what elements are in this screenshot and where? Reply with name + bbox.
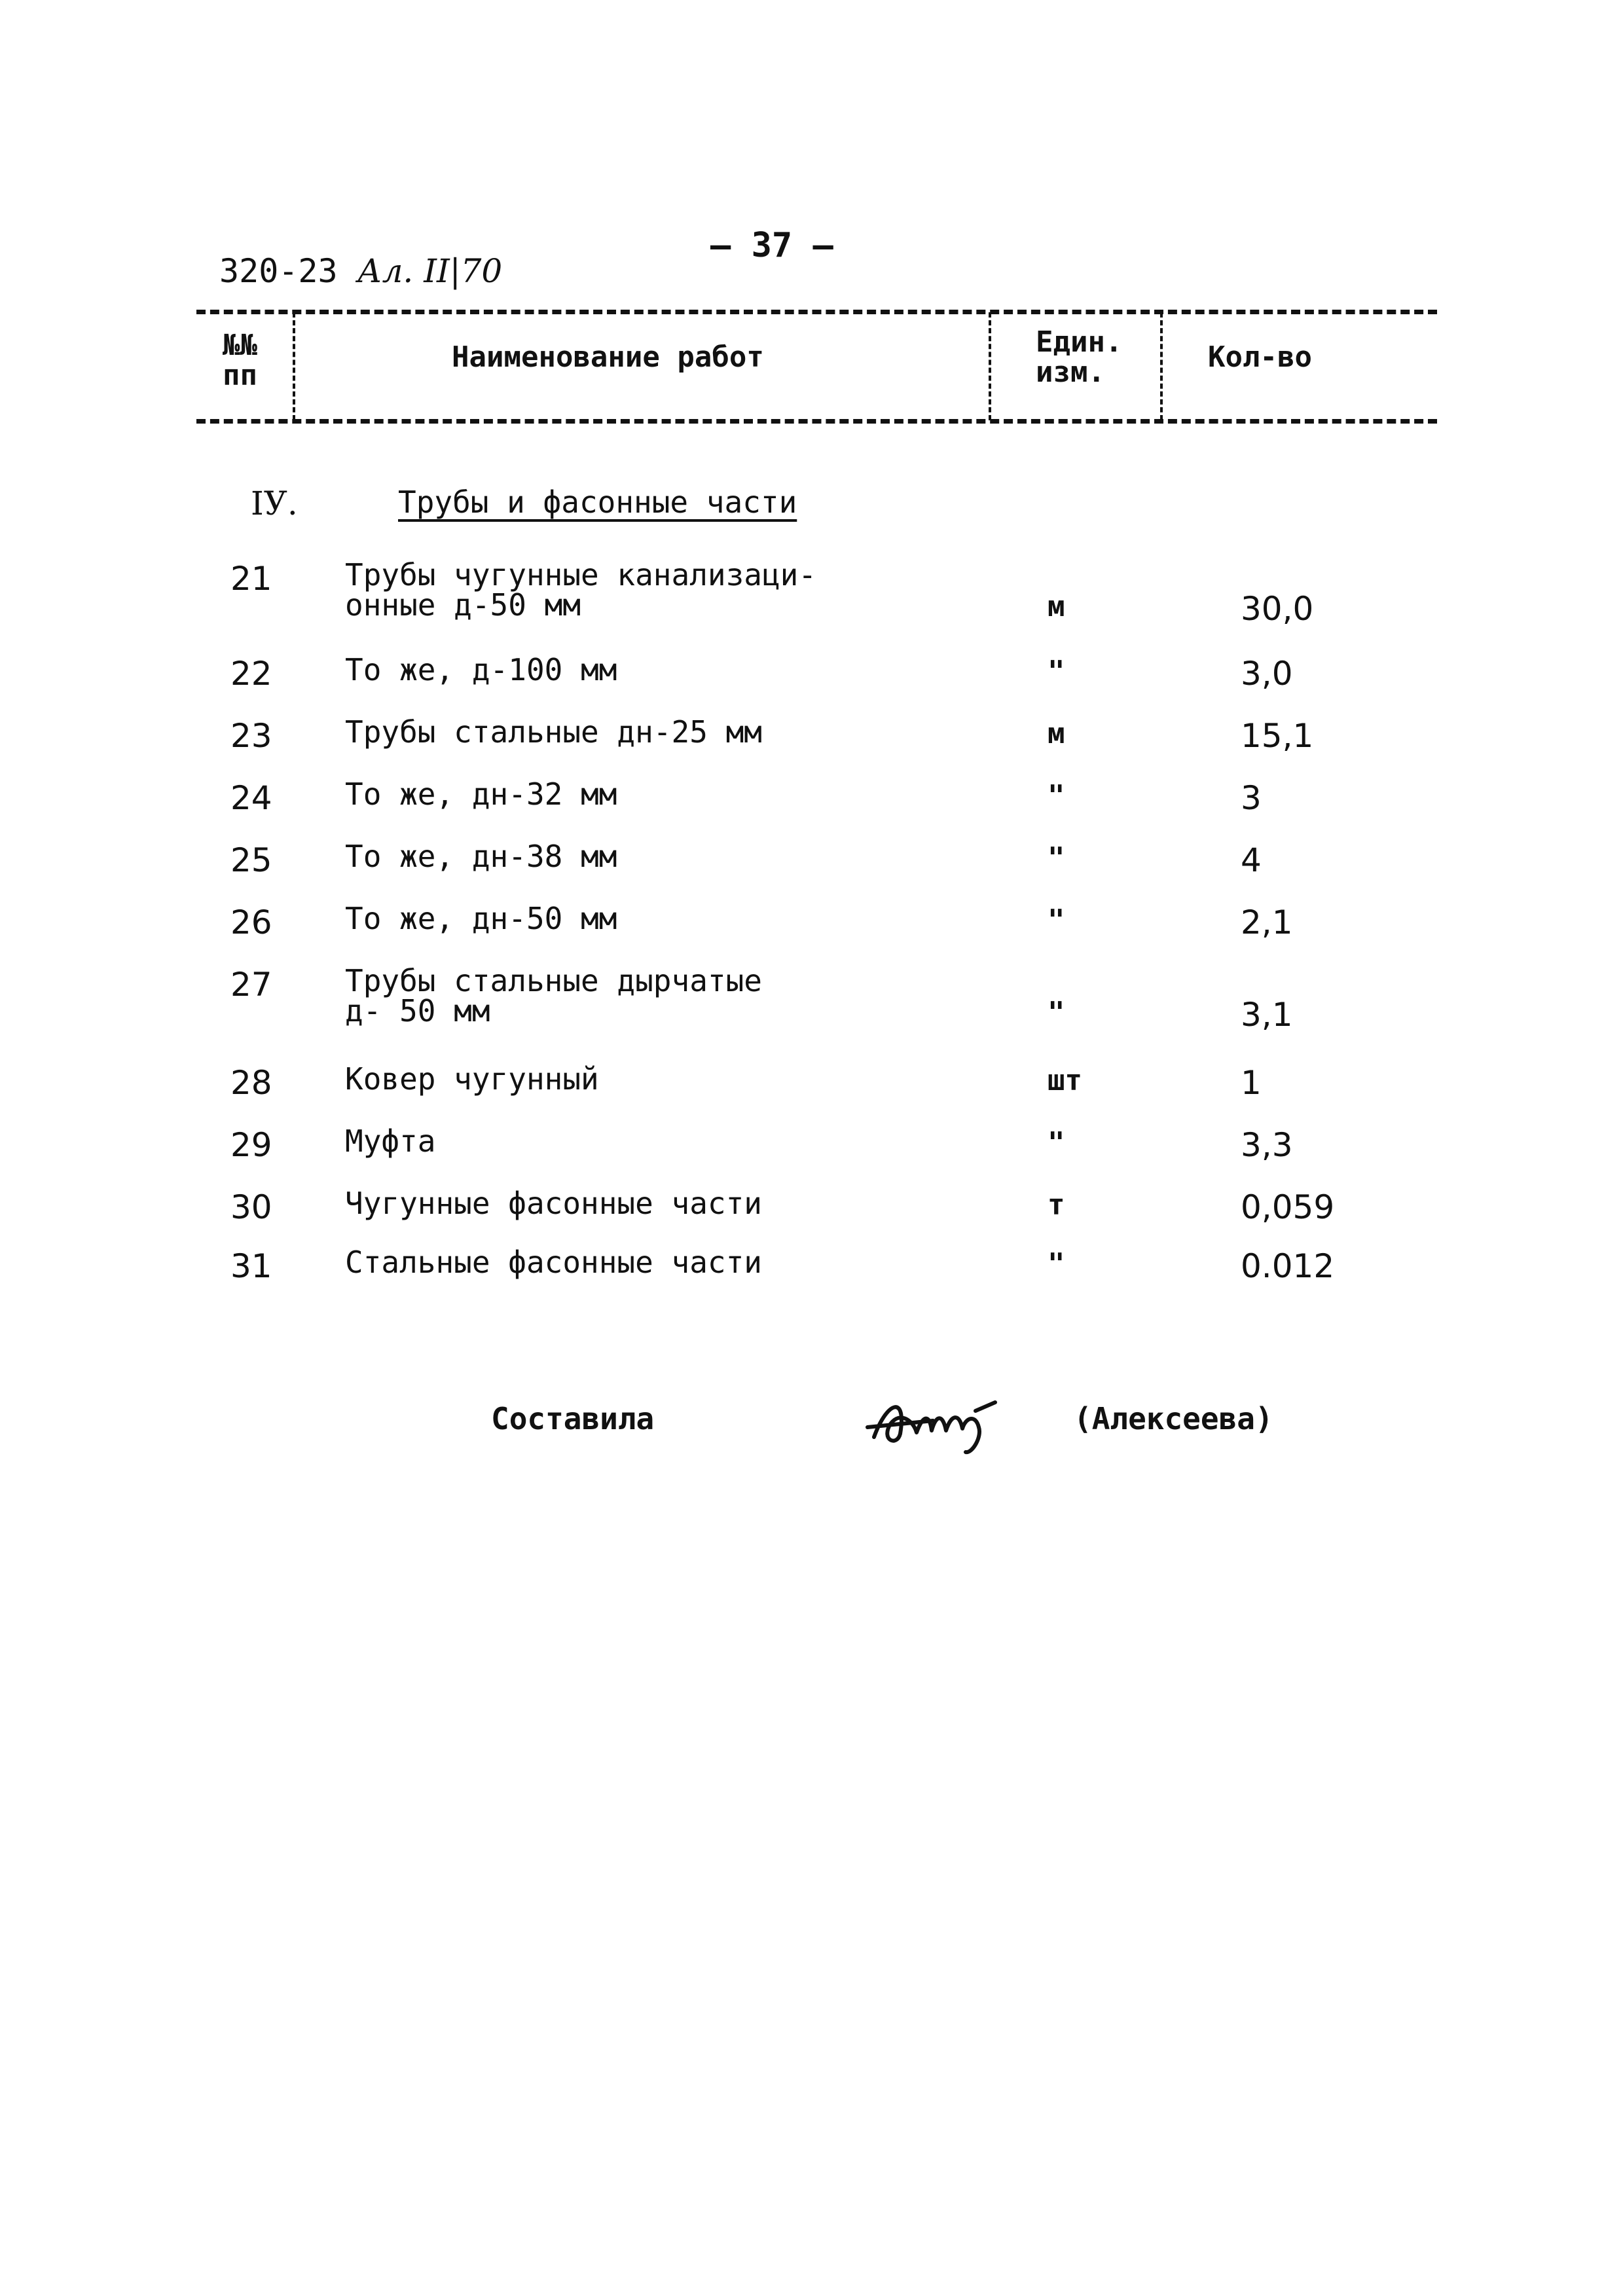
row-work-name: Чугунные фасонные части: [345, 1186, 762, 1221]
row-work-name: То же, дн-38 мм: [345, 839, 617, 874]
column-header-quantity: Кол-во: [1208, 340, 1312, 374]
row-unit: шт: [1048, 1064, 1082, 1097]
signer-name: (Алексеева): [1074, 1401, 1273, 1436]
column-header-name: Наименование работ: [452, 340, 764, 374]
row-unit: ": [1048, 1126, 1065, 1159]
row-work-name: То же, д-100 мм: [345, 652, 617, 687]
row-number: 22: [230, 655, 272, 693]
row-unit: ": [1048, 841, 1065, 875]
row-work-name: То же, дн-50 мм: [345, 901, 617, 936]
compiled-by-label: Составила: [491, 1401, 655, 1436]
row-unit: ": [1048, 996, 1065, 1029]
row-work-name: Муфта: [345, 1123, 436, 1159]
page-number: – 37 –: [710, 226, 833, 265]
row-number: 24: [230, 779, 272, 817]
row-work-name: То же, дн-32 мм: [345, 776, 617, 812]
row-number: 28: [230, 1064, 272, 1102]
row-work-name: Трубы стальные дн-25 мм: [345, 714, 762, 750]
section-title: Трубы и фасонные части: [398, 484, 797, 520]
row-quantity: 3,0: [1241, 655, 1293, 693]
row-work-name: Стальные фасонные части: [345, 1245, 762, 1280]
row-unit: ": [1048, 903, 1065, 937]
row-quantity: 1: [1241, 1064, 1262, 1102]
row-unit: т: [1048, 1188, 1065, 1222]
row-quantity: 15,1: [1241, 717, 1314, 755]
row-unit: м: [1048, 717, 1065, 750]
row-quantity: 3: [1241, 779, 1262, 817]
row-work-name: Ковер чугунный: [345, 1061, 599, 1097]
column-header-number: №№ пп: [223, 329, 257, 392]
row-quantity: 3,1: [1241, 996, 1293, 1034]
row-number: 30: [230, 1188, 272, 1226]
row-unit: ": [1048, 655, 1065, 688]
row-number: 27: [230, 966, 272, 1004]
row-quantity: 30,0: [1241, 590, 1314, 628]
row-number: 25: [230, 841, 272, 879]
row-number: 31: [230, 1247, 272, 1285]
row-quantity: 2,1: [1241, 903, 1293, 941]
row-number: 21: [230, 560, 272, 598]
sheet-reference: Ал. II|70: [357, 252, 503, 290]
handwritten-signature: [861, 1375, 1057, 1460]
row-number: 23: [230, 717, 272, 755]
row-unit: ": [1048, 1247, 1065, 1281]
section-number: IУ.: [251, 484, 298, 522]
doc-code-number: 320-23: [219, 252, 338, 290]
row-work-name: Трубы стальные дырчатые д- 50 мм: [345, 963, 762, 1029]
row-unit: м: [1048, 590, 1065, 623]
column-header-unit: Един. изм.: [1036, 325, 1123, 389]
row-quantity: 4: [1241, 841, 1262, 879]
row-work-name: Трубы чугунные канализаци- онные д-50 мм: [345, 557, 817, 623]
row-unit: ": [1048, 779, 1065, 812]
row-number: 26: [230, 903, 272, 941]
row-quantity: 0.012: [1241, 1247, 1335, 1285]
row-quantity: 0,059: [1241, 1188, 1335, 1226]
row-number: 29: [230, 1126, 272, 1164]
row-quantity: 3,3: [1241, 1126, 1293, 1164]
